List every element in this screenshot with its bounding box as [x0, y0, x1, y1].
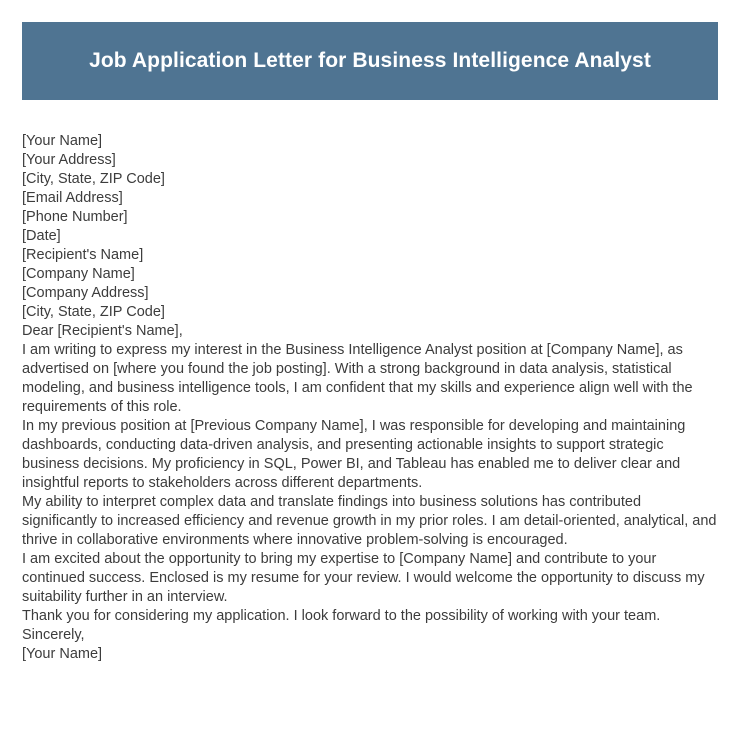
address-line: [Company Address]: [22, 285, 149, 301]
closing: Sincerely,: [22, 627, 85, 643]
address-line: [Email Address]: [22, 190, 123, 206]
address-line: [Date]: [22, 228, 61, 244]
letter-body: [0, 100, 740, 664]
address-line: [City, State, ZIP Code]: [22, 171, 165, 187]
sender-recipient-address-block: [22, 132, 718, 322]
address-line: [Company Name]: [22, 266, 135, 282]
address-line: [Your Name]: [22, 133, 103, 149]
letter-paragraph: In my previous position at [Previous Company Name], I was responsible for developing and maintaining dashboards, conducting data-driven analysis, and presenting actionable insights to support strategic business decisions. My proficiency in SQL, Power BI, and Tableau has enabled me to deliver clear and insightful reports to stakeholders across different departments.: [22, 418, 686, 491]
address-line: [City, State, ZIP Code]: [22, 304, 165, 320]
document-page: [0, 22, 740, 746]
page-title: Job Application Letter for Business Intelligence Analyst: [89, 49, 651, 73]
letter-paragraph: My ability to interpret complex data and translate findings into business solutions has contributed significantly to increased efficiency and revenue growth in my prior roles. I am detail-oriented, analytical, and thrive in collaborative environments where innovative problem-solving is encouraged.: [22, 494, 717, 548]
document-header-band: [22, 22, 718, 100]
address-line: [Phone Number]: [22, 209, 128, 225]
address-line: [Your Address]: [22, 152, 116, 168]
salutation: Dear [Recipient's Name],: [22, 323, 183, 339]
signature: [Your Name]: [22, 646, 103, 662]
letter-paragraph: I am excited about the opportunity to bring my expertise to [Company Name] and contribute to your continued success. Enclosed is my resume for your review. I would welcome the opportunity to discuss my suitability further in an interview.: [22, 551, 705, 605]
letter-paragraph: I am writing to express my interest in the Business Intelligence Analyst position at [Company Name], as advertised on [where you found the job posting]. With a strong background in data analysis, statistical modeling, and business intelligence tools, I am confident that my skills and experience align well with the requirements of this role.: [22, 342, 693, 415]
address-line: [Recipient's Name]: [22, 247, 144, 263]
letter-paragraph: Thank you for considering my application. I look forward to the possibility of working with your team.: [22, 608, 661, 624]
